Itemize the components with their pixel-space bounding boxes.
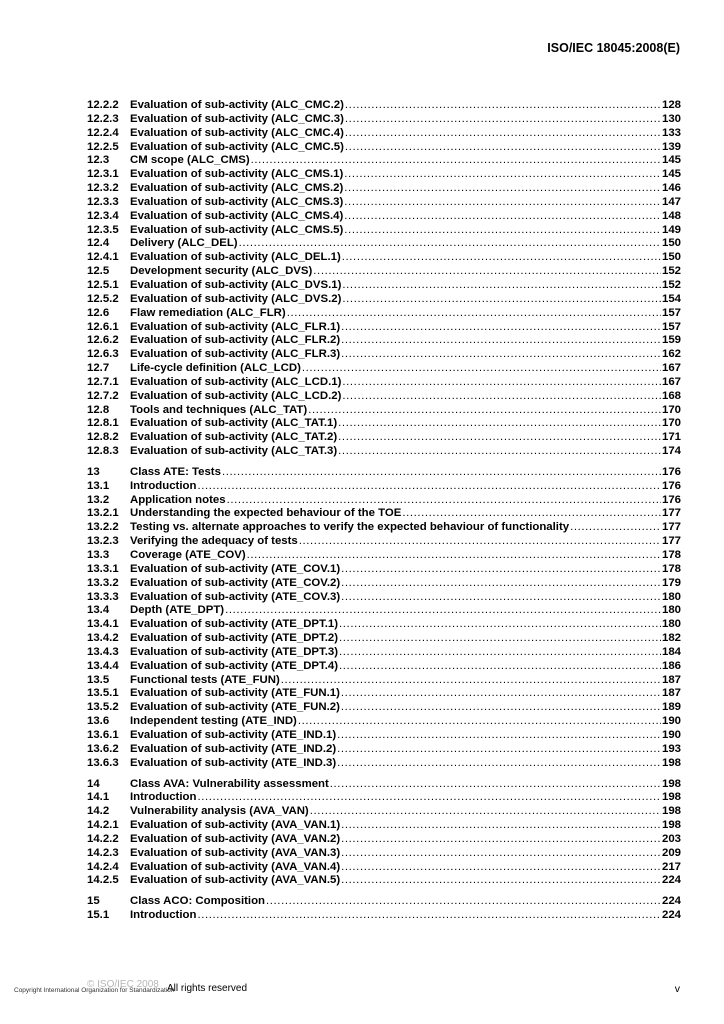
toc-page-number: 177	[661, 521, 681, 534]
toc-entry[interactable]	[87, 604, 681, 618]
document-id: ISO/IEC 18045:2008(E)	[547, 41, 680, 55]
toc-page-number: 170	[661, 403, 681, 416]
toc-section-number: 13.4.1	[87, 618, 119, 631]
toc-section-title: Class ATE: Tests	[130, 465, 221, 478]
toc-section-title: Class ACO: Composition	[130, 895, 266, 908]
toc-entry[interactable]	[87, 417, 681, 431]
toc-section-title: Verifying the adequacy of tests	[130, 535, 298, 548]
toc-page-number: 190	[661, 728, 681, 741]
toc-section-number: 12.3.2	[87, 182, 119, 195]
toc-entry[interactable]	[87, 466, 681, 480]
toc-page-number: 157	[661, 320, 681, 333]
toc-entry[interactable]	[87, 701, 681, 715]
toc-entry[interactable]	[87, 819, 681, 833]
toc-section-number: 12.6	[87, 306, 110, 319]
toc-section-number: 12.8.1	[87, 417, 119, 430]
toc-section-title: Evaluation of sub-activity (AVA_VAN.2)	[130, 832, 341, 845]
toc-section-number: 13.4.3	[87, 645, 119, 658]
toc-page-number: 193	[661, 742, 681, 755]
toc-page-number: 130	[661, 112, 681, 125]
copyright-notice: © ISO/IEC 2008	[87, 979, 159, 990]
toc-section-number: 13.2	[87, 493, 110, 506]
toc-entry[interactable]	[87, 549, 681, 563]
toc-dot-leader	[197, 480, 661, 494]
toc-page-number: 224	[661, 874, 681, 887]
toc-entry[interactable]	[87, 99, 681, 113]
toc-entry[interactable]	[87, 141, 681, 155]
toc-entry[interactable]	[87, 791, 681, 805]
toc-section-number: 13.2.2	[87, 521, 119, 534]
toc-page-number: 147	[661, 195, 681, 208]
toc-section-title: Introduction	[130, 909, 197, 922]
toc-dot-leader	[341, 334, 661, 348]
toc-section-number: 13.4.2	[87, 632, 119, 645]
toc-section-number: 12.7	[87, 362, 110, 375]
toc-section-title: Tools and techniques (ALC_TAT)	[130, 403, 308, 416]
toc-entry[interactable]	[87, 874, 681, 888]
toc-page-number: 224	[661, 909, 681, 922]
toc-section-number: 13.6	[87, 715, 110, 728]
toc-section-title: Evaluation of sub-activity (ALC_FLR.2)	[130, 334, 341, 347]
toc-entry[interactable]	[87, 390, 681, 404]
toc-dot-leader	[239, 237, 661, 251]
toc-page-number: 189	[661, 701, 681, 714]
toc-section-number: 14	[87, 777, 100, 790]
toc-page-number: 149	[661, 223, 681, 236]
toc-section-number: 12.2.2	[87, 99, 119, 111]
toc-section-title: Evaluation of sub-activity (ALC_CMS.1)	[130, 168, 344, 181]
toc-dot-leader	[197, 909, 661, 923]
toc-dot-leader	[222, 466, 661, 480]
toc-page-number: 152	[661, 265, 681, 278]
toc-page-number: 148	[661, 209, 681, 222]
toc-entry[interactable]	[87, 480, 681, 494]
toc-dot-leader	[341, 833, 661, 847]
toc-entry[interactable]	[87, 833, 681, 847]
toc-section-title: Evaluation of sub-activity (ALC_CMC.3)	[130, 112, 344, 125]
toc-dot-leader	[251, 154, 661, 168]
toc-section-number: 12.2.5	[87, 140, 119, 153]
toc-section-title: Evaluation of sub-activity (ATE_COV.3)	[130, 590, 341, 603]
toc-section-number: 14.2	[87, 805, 110, 818]
toc-dot-leader	[281, 674, 661, 688]
toc-page-number: 180	[661, 618, 681, 631]
toc-entry[interactable]	[87, 265, 681, 279]
toc-entry[interactable]	[87, 535, 681, 549]
toc-section-title: Evaluation of sub-activity (ATE_COV.2)	[130, 576, 341, 589]
toc-section-title: Evaluation of sub-activity (ALC_CMC.2)	[130, 99, 344, 111]
toc-section-title: Coverage (ATE_COV)	[130, 549, 246, 561]
page-footer	[0, 979, 724, 1002]
toc-entry[interactable]	[87, 715, 681, 729]
rights-reserved: All rights reserved	[167, 983, 248, 994]
toc-section-title: Evaluation of sub-activity (ALC_CMS.2)	[130, 182, 344, 195]
toc-dot-leader	[337, 729, 661, 743]
toc-dot-leader	[338, 431, 661, 445]
toc-section-number: 13.3.3	[87, 590, 119, 603]
toc-section-title: Independent testing (ATE_IND)	[130, 715, 297, 728]
toc-page-number: 182	[661, 632, 681, 645]
toc-section-number: 13.2.1	[87, 507, 119, 520]
toc-section-number: 13.6.2	[87, 742, 119, 755]
toc-section-title: Evaluation of sub-activity (ALC_CMS.4)	[130, 209, 344, 222]
toc-dot-leader	[247, 549, 661, 563]
toc-dot-leader	[344, 168, 661, 182]
toc-entry[interactable]	[87, 127, 681, 141]
toc-dot-leader	[344, 196, 661, 210]
toc-section-title: Evaluation of sub-activity (ATE_DPT.1)	[130, 618, 339, 631]
toc-dot-leader	[287, 307, 661, 321]
toc-page-number: 176	[661, 465, 681, 478]
toc-dot-leader	[298, 715, 661, 729]
toc-section-title: Testing vs. alternate approaches to verify the expected behaviour of functionality	[130, 521, 570, 534]
toc-section-number: 13.1	[87, 479, 110, 492]
toc-page-number: 167	[661, 375, 681, 388]
toc-entry[interactable]	[87, 154, 681, 168]
toc-section-number: 12.5.2	[87, 292, 119, 305]
toc-dot-leader	[341, 847, 661, 861]
toc-page-number: 180	[661, 604, 681, 617]
toc-dot-leader	[342, 251, 661, 265]
toc-page-number: 177	[661, 535, 681, 548]
toc-section-number: 12.2.4	[87, 126, 119, 139]
toc-section-title: Evaluation of sub-activity (ALC_FLR.3)	[130, 348, 341, 361]
toc-page-number: 159	[661, 334, 681, 347]
toc-section-number: 12.3.5	[87, 223, 119, 236]
table-of-contents	[87, 99, 681, 923]
toc-section-number: 12.6.3	[87, 348, 119, 361]
toc-dot-leader	[227, 494, 661, 508]
toc-entry[interactable]	[87, 293, 681, 307]
toc-entry[interactable]	[87, 321, 681, 335]
toc-entry[interactable]	[87, 646, 681, 660]
toc-entry[interactable]	[87, 307, 681, 321]
toc-dot-leader	[339, 632, 661, 646]
toc-section-title: Evaluation of sub-activity (ALC_CMC.5)	[130, 140, 344, 153]
toc-section-number: 12.8	[87, 403, 110, 416]
toc-section-title: Evaluation of sub-activity (ATE_IND.2)	[130, 742, 337, 755]
toc-section-number: 13.6.1	[87, 728, 119, 741]
toc-section-number: 14.2.2	[87, 832, 119, 845]
toc-page-number: 152	[661, 278, 681, 291]
toc-page-number: 150	[661, 251, 681, 264]
toc-page-number: 171	[661, 431, 681, 444]
toc-section-number: 12.3.4	[87, 209, 119, 222]
toc-page-number: 203	[661, 832, 681, 845]
toc-section-title: Evaluation of sub-activity (ALC_TAT.1)	[130, 417, 338, 430]
toc-section-title: Evaluation of sub-activity (ALC_CMS.3)	[130, 195, 344, 208]
toc-entry[interactable]	[87, 279, 681, 293]
toc-section-number: 15.1	[87, 909, 110, 922]
toc-entry[interactable]	[87, 729, 681, 743]
toc-section-number: 12.7.1	[87, 375, 119, 388]
toc-dot-leader	[308, 404, 661, 418]
toc-page-number: 198	[661, 756, 681, 769]
toc-dot-leader	[345, 141, 661, 155]
toc-section-number: 12.3.1	[87, 168, 119, 181]
toc-section-title: Development security (ALC_DVS)	[130, 265, 313, 278]
toc-entry[interactable]	[87, 909, 681, 923]
toc-page-number: 209	[661, 846, 681, 859]
toc-entry[interactable]	[87, 618, 681, 632]
toc-entry[interactable]	[87, 805, 681, 819]
toc-dot-leader	[344, 224, 661, 238]
toc-dot-leader	[337, 757, 661, 771]
toc-section-title: Vulnerability analysis (AVA_VAN)	[130, 805, 309, 818]
toc-dot-leader	[344, 182, 661, 196]
toc-dot-leader	[341, 321, 661, 335]
toc-page-number: 187	[661, 687, 681, 700]
toc-page-number: 139	[661, 140, 681, 153]
toc-entry[interactable]	[87, 334, 681, 348]
toc-dot-leader	[338, 417, 661, 431]
toc-page-number: 146	[661, 182, 681, 195]
toc-section-number: 13.2.3	[87, 535, 119, 548]
toc-dot-leader	[341, 874, 661, 888]
toc-page-number: 168	[661, 389, 681, 402]
toc-page-number: 184	[661, 645, 681, 658]
toc-page-number: 198	[661, 805, 681, 818]
toc-entry[interactable]	[87, 404, 681, 418]
toc-section-title: Evaluation of sub-activity (ALC_FLR.1)	[130, 320, 341, 333]
toc-section-number: 14.2.1	[87, 819, 119, 832]
toc-page-number: 198	[661, 791, 681, 804]
toc-section-title: Introduction	[130, 791, 197, 804]
toc-dot-leader	[338, 445, 661, 459]
toc-dot-leader	[344, 210, 661, 224]
toc-entry[interactable]	[87, 494, 681, 508]
toc-section-title: Delivery (ALC_DEL)	[130, 237, 238, 250]
copyright-organization: Copyright International Organization for Standardization	[14, 987, 175, 994]
toc-section-number: 13.4	[87, 604, 110, 617]
toc-section-number: 15	[87, 895, 100, 908]
toc-section-number: 12.4	[87, 237, 110, 250]
toc-entry[interactable]	[87, 431, 681, 445]
toc-dot-leader	[402, 507, 661, 521]
toc-section-number: 12.5	[87, 265, 110, 278]
toc-page-number: 128	[661, 99, 681, 111]
toc-section-title: Evaluation of sub-activity (ALC_DVS.2)	[130, 292, 342, 305]
toc-page-number: 150	[661, 237, 681, 250]
toc-page-number: 157	[661, 306, 681, 319]
toc-dot-leader	[302, 362, 661, 376]
toc-page-number: 217	[661, 860, 681, 873]
toc-section-title: Life-cycle definition (ALC_LCD)	[130, 362, 301, 375]
toc-dot-leader	[345, 127, 661, 141]
toc-dot-leader	[341, 563, 661, 577]
toc-entry[interactable]	[87, 757, 681, 771]
toc-section-title: Evaluation of sub-activity (ALC_CMC.4)	[130, 126, 344, 139]
toc-section-title: Evaluation of sub-activity (ALC_TAT.3)	[130, 445, 338, 458]
toc-section-title: Introduction	[130, 479, 197, 492]
toc-section-title: Evaluation of sub-activity (ATE_DPT.2)	[130, 632, 339, 645]
toc-section-number: 12.5.1	[87, 278, 119, 291]
toc-page-number: 187	[661, 673, 681, 686]
toc-section-number: 13.4.4	[87, 659, 119, 672]
toc-section-number: 13.5.1	[87, 687, 119, 700]
toc-section-number: 12.6.1	[87, 320, 119, 333]
toc-dot-leader	[339, 646, 661, 660]
toc-dot-leader	[299, 535, 661, 549]
toc-dot-leader	[310, 805, 661, 819]
toc-page-number: 180	[661, 590, 681, 603]
toc-section-title: Evaluation of sub-activity (ALC_CMS.5)	[130, 223, 344, 236]
toc-section-number: 12.3	[87, 154, 110, 167]
toc-dot-leader	[342, 390, 661, 404]
toc-section-title: Evaluation of sub-activity (ALC_DVS.1)	[130, 278, 342, 291]
toc-entry[interactable]	[87, 778, 681, 792]
toc-section-title: Evaluation of sub-activity (AVA_VAN.1)	[130, 819, 341, 832]
toc-dot-leader	[339, 660, 661, 674]
toc-section-number: 12.7.2	[87, 389, 119, 402]
toc-page-number: 133	[661, 126, 681, 139]
toc-page-number: 177	[661, 507, 681, 520]
toc-dot-leader	[341, 861, 661, 875]
toc-section-number: 14.2.5	[87, 874, 119, 887]
toc-page-number: 178	[661, 549, 681, 561]
toc-section-title: Evaluation of sub-activity (ATE_DPT.4)	[130, 659, 339, 672]
toc-dot-leader	[345, 113, 661, 127]
toc-entry[interactable]	[87, 861, 681, 875]
toc-entry[interactable]	[87, 182, 681, 196]
toc-page-number: 190	[661, 715, 681, 728]
toc-section-number: 12.6.2	[87, 334, 119, 347]
toc-dot-leader	[341, 819, 661, 833]
toc-entry[interactable]	[87, 687, 681, 701]
toc-entry[interactable]	[87, 376, 681, 390]
toc-entry[interactable]	[87, 507, 681, 521]
toc-dot-leader	[342, 376, 661, 390]
toc-section-title: Evaluation of sub-activity (ALC_TAT.2)	[130, 431, 338, 444]
toc-page-number: 198	[661, 777, 681, 790]
toc-section-number: 12.3.3	[87, 195, 119, 208]
toc-dot-leader	[337, 743, 661, 757]
toc-section-number: 13.3.2	[87, 576, 119, 589]
toc-entry[interactable]	[87, 577, 681, 591]
toc-dot-leader	[341, 701, 661, 715]
toc-section-number: 12.2.3	[87, 112, 119, 125]
toc-page-number: 145	[661, 168, 681, 181]
toc-page-number: 176	[661, 479, 681, 492]
toc-section-title: Functional tests (ATE_FUN)	[130, 673, 280, 686]
toc-entry[interactable]	[87, 348, 681, 362]
toc-dot-leader	[339, 618, 661, 632]
toc-section-number: 13.3	[87, 549, 110, 561]
page-number: v	[674, 983, 680, 995]
toc-page-number: 174	[661, 445, 681, 458]
toc-dot-leader	[570, 521, 661, 535]
toc-section-number: 13	[87, 465, 100, 478]
toc-dot-leader	[225, 604, 661, 618]
toc-section-number: 12.8.2	[87, 431, 119, 444]
toc-entry[interactable]	[87, 743, 681, 757]
toc-section-number: 14.2.3	[87, 846, 119, 859]
toc-page-number: 145	[661, 154, 681, 167]
toc-entry[interactable]	[87, 563, 681, 577]
toc-section-title: Evaluation of sub-activity (ATE_IND.1)	[130, 728, 337, 741]
toc-section-title: Evaluation of sub-activity (ATE_FUN.2)	[130, 701, 340, 714]
toc-page-number: 170	[661, 417, 681, 430]
toc-section-title: Evaluation of sub-activity (AVA_VAN.5)	[130, 874, 341, 887]
toc-section-title: Evaluation of sub-activity (AVA_VAN.4)	[130, 860, 341, 873]
toc-entry[interactable]	[87, 445, 681, 459]
toc-dot-leader	[342, 293, 661, 307]
toc-entry[interactable]	[87, 168, 681, 182]
toc-entry[interactable]	[87, 237, 681, 251]
toc-dot-leader	[341, 687, 661, 701]
toc-section-title: Flaw remediation (ALC_FLR)	[130, 306, 286, 319]
toc-section-title: Evaluation of sub-activity (ATE_FUN.1)	[130, 687, 340, 700]
toc-dot-leader	[341, 591, 661, 605]
toc-section-title: Class AVA: Vulnerability assessment	[130, 777, 329, 790]
toc-page-number: 167	[661, 362, 681, 375]
toc-section-title: Evaluation of sub-activity (ATE_DPT.3)	[130, 645, 339, 658]
toc-section-title: Evaluation of sub-activity (AVA_VAN.3)	[130, 846, 341, 859]
toc-section-number: 12.4.1	[87, 251, 119, 264]
toc-page-number: 224	[661, 895, 681, 908]
toc-page-number: 162	[661, 348, 681, 361]
toc-section-title: Evaluation of sub-activity (ALC_LCD.1)	[130, 375, 342, 388]
toc-page-number: 186	[661, 659, 681, 672]
toc-section-title: Evaluation of sub-activity (ATE_IND.3)	[130, 756, 337, 769]
toc-section-title: Application notes	[130, 493, 226, 506]
toc-page-number: 198	[661, 819, 681, 832]
toc-entry[interactable]	[87, 196, 681, 210]
toc-dot-leader	[313, 265, 661, 279]
toc-entry[interactable]	[87, 521, 681, 535]
toc-section-number: 13.3.1	[87, 562, 119, 575]
toc-section-number: 14.2.4	[87, 860, 119, 873]
toc-dot-leader	[330, 778, 661, 792]
toc-section-number: 12.8.3	[87, 445, 119, 458]
toc-entry[interactable]	[87, 660, 681, 674]
toc-entry[interactable]	[87, 632, 681, 646]
toc-section-number: 13.5	[87, 673, 110, 686]
toc-entry[interactable]	[87, 895, 681, 909]
toc-section-number: 13.6.3	[87, 756, 119, 769]
toc-section-title: Evaluation of sub-activity (ALC_DEL.1)	[130, 251, 341, 264]
toc-entry[interactable]	[87, 591, 681, 605]
toc-dot-leader	[345, 99, 661, 113]
toc-section-number: 14.1	[87, 791, 110, 804]
toc-dot-leader	[342, 279, 661, 293]
toc-section-title: Understanding the expected behaviour of the TOE	[130, 507, 402, 520]
toc-section-title: Evaluation of sub-activity (ALC_LCD.2)	[130, 389, 342, 402]
toc-dot-leader	[266, 895, 661, 909]
toc-entry[interactable]	[87, 362, 681, 376]
toc-section-number: 13.5.2	[87, 701, 119, 714]
toc-page-number: 176	[661, 493, 681, 506]
toc-dot-leader	[341, 348, 661, 362]
toc-dot-leader	[197, 791, 661, 805]
toc-entry[interactable]	[87, 847, 681, 861]
toc-section-title: Depth (ATE_DPT)	[130, 604, 225, 617]
toc-entry[interactable]	[87, 113, 681, 127]
toc-entry[interactable]	[87, 210, 681, 224]
toc-page-number: 154	[661, 292, 681, 305]
toc-entry[interactable]	[87, 251, 681, 265]
toc-entry[interactable]	[87, 224, 681, 238]
toc-page-number: 178	[661, 562, 681, 575]
toc-dot-leader	[341, 577, 661, 591]
toc-section-title: Evaluation of sub-activity (ATE_COV.1)	[130, 562, 341, 575]
toc-entry[interactable]	[87, 674, 681, 688]
toc-page-number: 179	[661, 576, 681, 589]
toc-section-title: CM scope (ALC_CMS)	[130, 154, 250, 167]
